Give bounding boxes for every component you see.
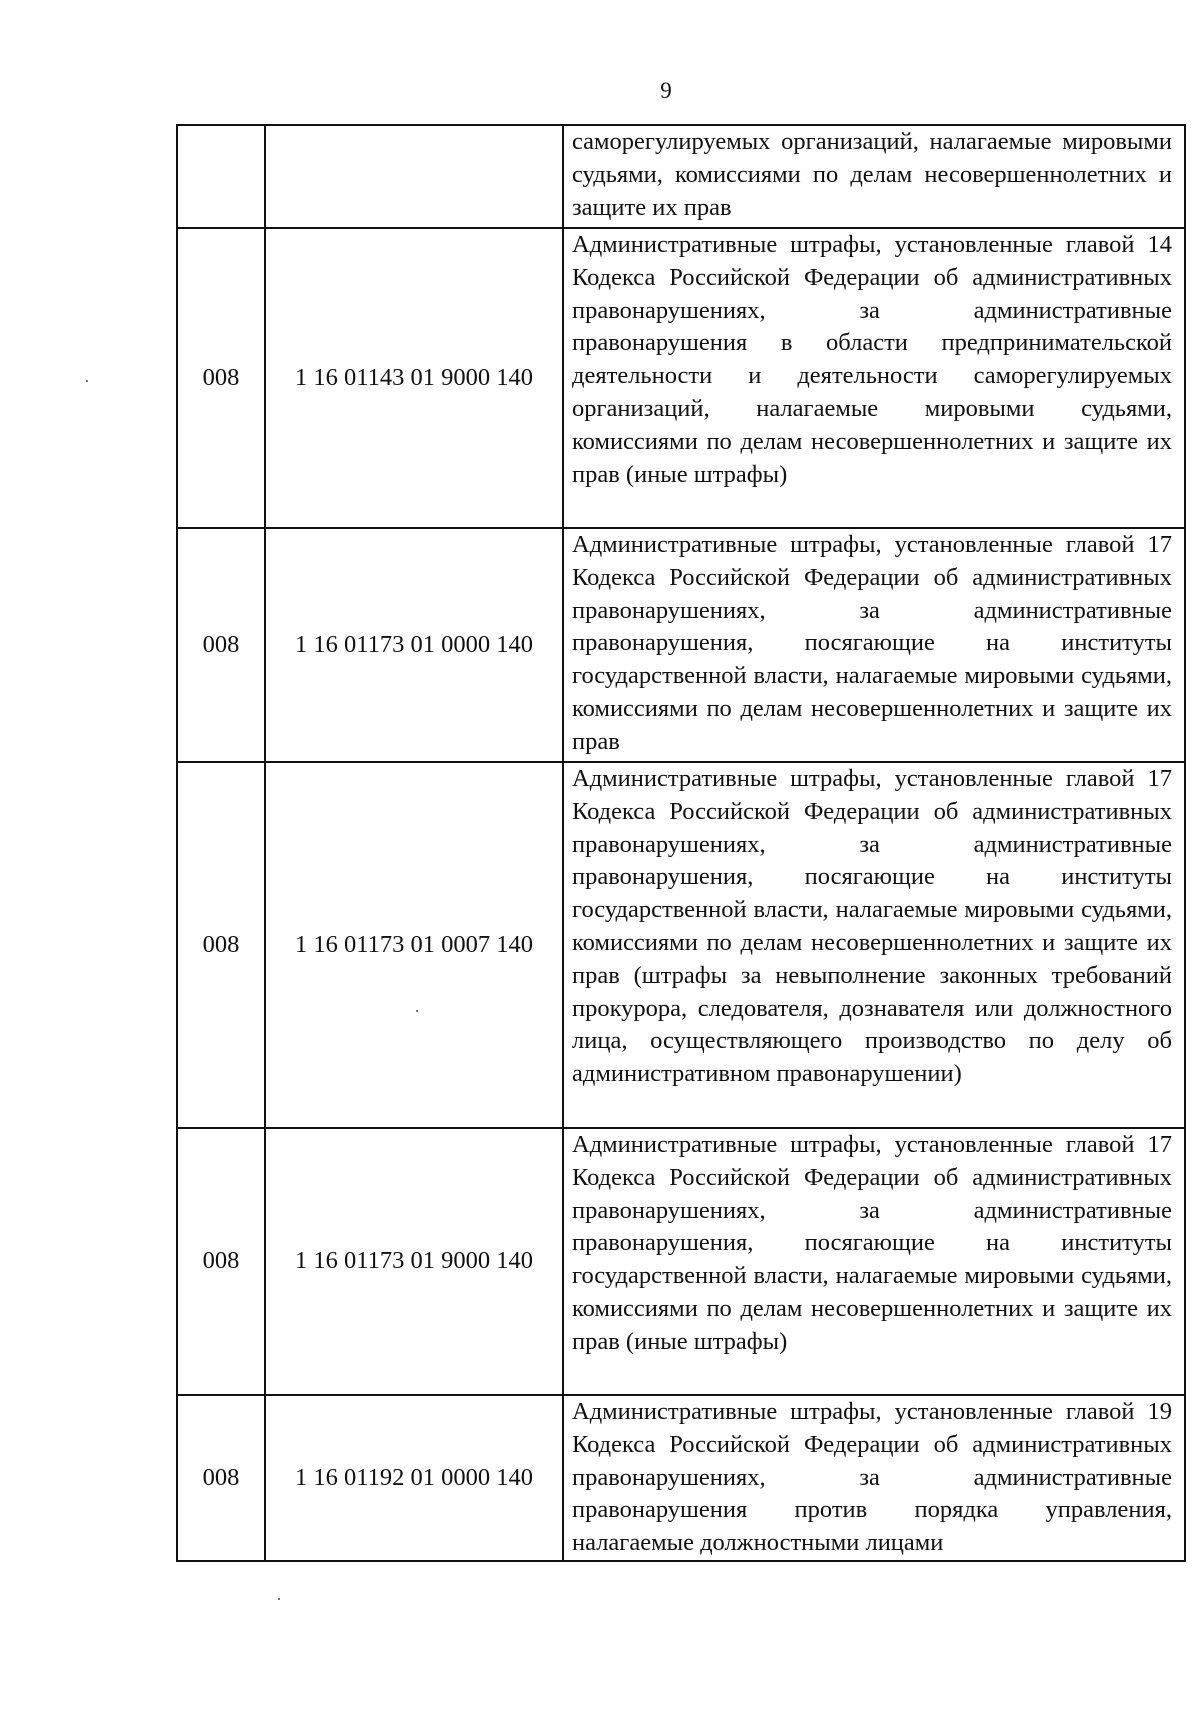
budget-code-cell: 1 16 01173 01 9000 140 [265, 1128, 563, 1395]
budget-code-cell: 1 16 01143 01 9000 140 [265, 228, 563, 528]
admin-code-cell: 008 [177, 1395, 265, 1561]
table-row [177, 228, 1185, 528]
budget-codes-table [176, 124, 1186, 1562]
table-row [177, 125, 1185, 228]
admin-code-cell: 008 [177, 228, 265, 528]
admin-code-cell: 008 [177, 1128, 265, 1395]
budget-code-cell: 1 16 01192 01 0000 140 [265, 1395, 563, 1561]
page-number: 9 [660, 78, 672, 103]
description-cell: Административные штрафы, установленные главой 17 Кодекса Российской Федерации об административных правонарушениях, за административные правонарушения, посягающие на институты государственной власти, налагаемые мировыми судьями, комиссиями по делам несовершеннолетних и защите их прав (штрафы за невыполнение законных требований прокурора, следователя, дознавателя или должностного лица, осуществляющего производство по делу об административном правонарушении) [563, 762, 1185, 1128]
budget-code-cell: 1 16 01173 01 0000 140 [265, 528, 563, 762]
scan-speck [416, 1010, 418, 1012]
table-row [177, 762, 1185, 1128]
admin-code-cell: 008 [177, 762, 265, 1128]
description-cell: Административные штрафы, установленные главой 19 Кодекса Российской Федерации об административных правонарушениях, за административные правонарушения против порядка управления, налагаемые должностными лицами [563, 1395, 1185, 1561]
scan-speck [278, 1598, 280, 1600]
description-cell: саморегулируемых организаций, налагаемые мировыми судьями, комиссиями по делам несовершеннолетних и защите их прав [563, 125, 1185, 228]
table-row [177, 528, 1185, 762]
description-cell: Административные штрафы, установленные главой 14 Кодекса Российской Федерации об административных правонарушениях, за административные правонарушения в области предпринимательской деятельности и деятельности саморегулируемых организаций, налагаемые мировыми судьями, комиссиями по делам несовершеннолетних и защите их прав (иные штрафы) [563, 228, 1185, 528]
budget-code-cell [265, 125, 563, 228]
budget-code-cell: 1 16 01173 01 0007 140 [265, 762, 563, 1128]
scan-speck [86, 380, 88, 382]
table-row [177, 1395, 1185, 1561]
description-cell: Административные штрафы, установленные главой 17 Кодекса Российской Федерации об административных правонарушениях, за административные правонарушения, посягающие на институты государственной власти, налагаемые мировыми судьями, комиссиями по делам несовершеннолетних и защите их прав (иные штрафы) [563, 1128, 1185, 1395]
description-cell: Административные штрафы, установленные главой 17 Кодекса Российской Федерации об административных правонарушениях, за административные правонарушения, посягающие на институты государственной власти, налагаемые мировыми судьями, комиссиями по делам несовершеннолетних и защите их прав [563, 528, 1185, 762]
table-row [177, 1128, 1185, 1395]
admin-code-cell [177, 125, 265, 228]
admin-code-cell: 008 [177, 528, 265, 762]
